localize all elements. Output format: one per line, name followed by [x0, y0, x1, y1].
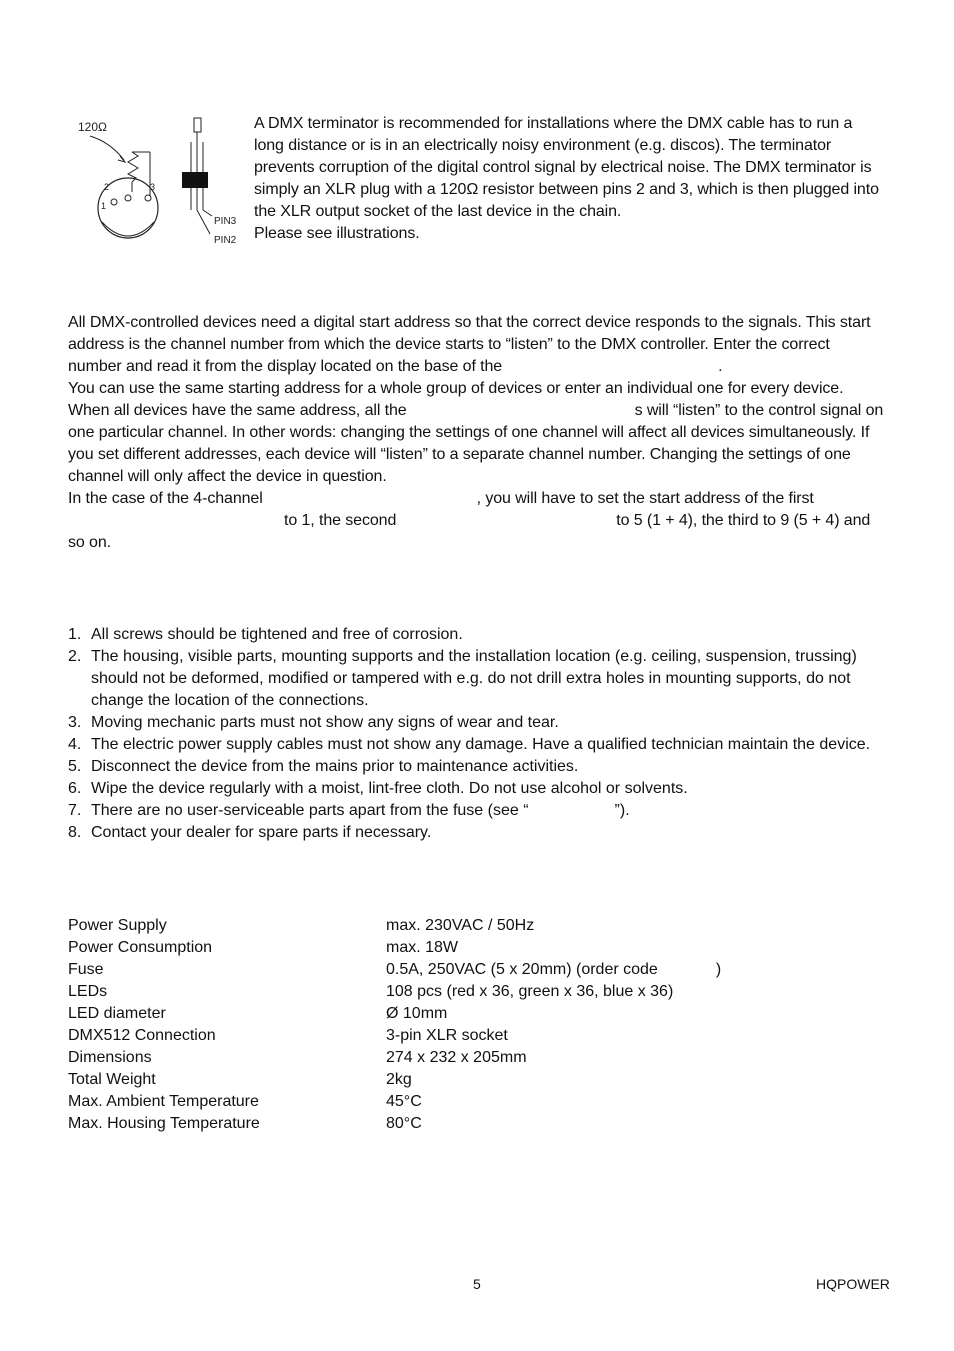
list-number: 5.	[68, 758, 82, 775]
list-number: 4.	[68, 736, 82, 753]
text-fragment: , you will have to set the start address of the first	[476, 490, 814, 507]
list-item	[68, 822, 888, 844]
text-fragment: When all devices have the same address, all the	[68, 402, 407, 419]
page-number: 5	[473, 1276, 481, 1292]
spec-value	[386, 959, 721, 981]
paragraph-line: simply an XLR plug with a 120Ω resistor between pins 2 and 3, which is then plugged into	[254, 181, 879, 198]
spec-key: Fuse	[68, 961, 104, 978]
paragraph-line: prevents corruption of the digital control signal by electrical noise. The DMX terminator is	[254, 159, 872, 176]
pin1-number: 1	[101, 201, 107, 211]
spec-row	[68, 1047, 768, 1069]
list-text: Contact your dealer for spare parts if necessary.	[91, 824, 432, 841]
spec-value: 3-pin XLR socket	[386, 1027, 508, 1044]
paragraph-line: long distance or is in an electrically noisy environment (e.g. discos). The terminator	[254, 137, 832, 154]
spec-row	[68, 981, 768, 1003]
list-number: 8.	[68, 824, 82, 841]
pin2-number: 2	[104, 182, 110, 192]
specifications-table	[68, 915, 768, 1135]
paragraph-line	[68, 488, 888, 510]
list-item-continuation	[68, 690, 888, 712]
paragraph-line: one particular channel. In other words: changing the settings of one channel will affect all devices simultaneously. If	[68, 424, 870, 441]
spec-key: Power Supply	[68, 917, 167, 934]
brand-name: HQPOWER	[816, 1276, 890, 1292]
paragraph-line	[68, 400, 888, 422]
list-number: 3.	[68, 714, 82, 731]
spec-row	[68, 959, 768, 981]
paragraph-line: You can use the same starting address for a whole group of devices or enter an individual one for every device.	[68, 380, 844, 397]
paragraph-line	[68, 510, 888, 532]
text-fragment: s will “listen” to the control signal on	[634, 402, 884, 419]
text-fragment: number and read it from the display located on the base of the	[68, 358, 503, 375]
maintenance-list	[68, 624, 888, 844]
spec-row	[68, 1069, 768, 1091]
spec-value: 2kg	[386, 1071, 412, 1088]
list-text: The electric power supply cables must not show any damage. Have a qualified technician maintain the device.	[91, 736, 871, 753]
dmx-terminator-paragraph	[254, 113, 894, 245]
text-fragment: .	[718, 358, 723, 375]
text-fragment: to 1, the second	[284, 512, 397, 529]
text-fragment: )	[715, 961, 722, 978]
paragraph-line: Please see illustrations.	[254, 225, 420, 242]
list-text: ”).	[614, 802, 630, 819]
paragraph-line: address is the channel number from which the device starts to “listen” to the DMX controller. Enter the correct	[68, 336, 830, 353]
list-number: 2.	[68, 648, 82, 665]
spec-value: 274 x 232 x 205mm	[386, 1049, 527, 1066]
paragraph-line: channel will only affect the device in question.	[68, 468, 387, 485]
paragraph-line: All DMX-controlled devices need a digital start address so that the correct device responds to the signals. This start	[68, 314, 871, 331]
spec-key: Max. Housing Temperature	[68, 1115, 260, 1132]
list-item	[68, 624, 888, 646]
pin3-number: 3	[150, 182, 156, 192]
text-fragment: In the case of the 4-channel	[68, 490, 263, 507]
list-text: Disconnect the device from the mains prior to maintenance activities.	[91, 758, 579, 775]
list-text: change the location of the connections.	[91, 692, 369, 709]
dmx-terminator-illustration	[70, 112, 248, 248]
list-item	[68, 646, 888, 668]
list-text: Wipe the device regularly with a moist, lint-free cloth. Do not use alcohol or solvents.	[91, 780, 688, 797]
pin3-tag: PIN3	[214, 216, 237, 227]
list-text: All screws should be tightened and free of corrosion.	[91, 626, 463, 643]
spec-value: 45°C	[386, 1093, 422, 1110]
list-item	[68, 756, 888, 778]
list-text: should not be deformed, modified or tampered with e.g. do not drill extra holes in mounting supports, do not	[91, 670, 851, 687]
spec-value: max. 230VAC / 50Hz	[386, 917, 535, 934]
list-number: 6.	[68, 780, 82, 797]
pin2-tag: PIN2	[214, 235, 237, 246]
spec-value: 80°C	[386, 1115, 422, 1132]
list-number: 1.	[68, 626, 82, 643]
spec-key: DMX512 Connection	[68, 1027, 216, 1044]
paragraph-line	[68, 356, 888, 378]
spec-row	[68, 1113, 768, 1135]
list-item	[68, 712, 888, 734]
spec-value: max. 18W	[386, 939, 459, 956]
text-fragment: to 5 (1 + 4), the third to 9 (5 + 4) and	[616, 512, 871, 529]
spec-row	[68, 937, 768, 959]
text-fragment: 0.5A, 250VAC (5 x 20mm) (order code	[386, 961, 658, 978]
dmx-address-paragraph	[68, 312, 888, 554]
spec-row	[68, 1025, 768, 1047]
spec-key: LEDs	[68, 983, 108, 1000]
list-number: 7.	[68, 802, 82, 819]
spec-value: Ø 10mm	[386, 1005, 448, 1022]
spec-row	[68, 1091, 768, 1113]
spec-key: Max. Ambient Temperature	[68, 1093, 259, 1110]
list-item	[68, 734, 888, 756]
spec-row	[68, 915, 768, 937]
paragraph-line: the XLR output socket of the last device in the chain.	[254, 203, 622, 220]
list-text: There are no user-serviceable parts apart from the fuse (see “	[91, 802, 529, 819]
spec-key: LED diameter	[68, 1005, 166, 1022]
list-text: Moving mechanic parts must not show any signs of wear and tear.	[91, 714, 559, 731]
spec-key: Dimensions	[68, 1049, 152, 1066]
spec-row	[68, 1003, 768, 1025]
paragraph-line: A DMX terminator is recommended for installations where the DMX cable has to run a	[254, 115, 853, 132]
list-item	[68, 800, 888, 822]
paragraph-line: so on.	[68, 534, 111, 551]
list-item-continuation	[68, 668, 888, 690]
list-item	[68, 778, 888, 800]
list-text: The housing, visible parts, mounting supports and the installation location (e.g. ceiling, suspension, trussing)	[91, 648, 857, 665]
spec-value: 108 pcs (red x 36, green x 36, blue x 36)	[386, 983, 674, 1000]
spec-key: Power Consumption	[68, 939, 213, 956]
spec-key: Total Weight	[68, 1071, 156, 1088]
paragraph-line: you set different addresses, each device will “listen” to a separate channel number. Changing the settings of one	[68, 446, 851, 463]
resistor-label: 120Ω	[78, 120, 107, 134]
